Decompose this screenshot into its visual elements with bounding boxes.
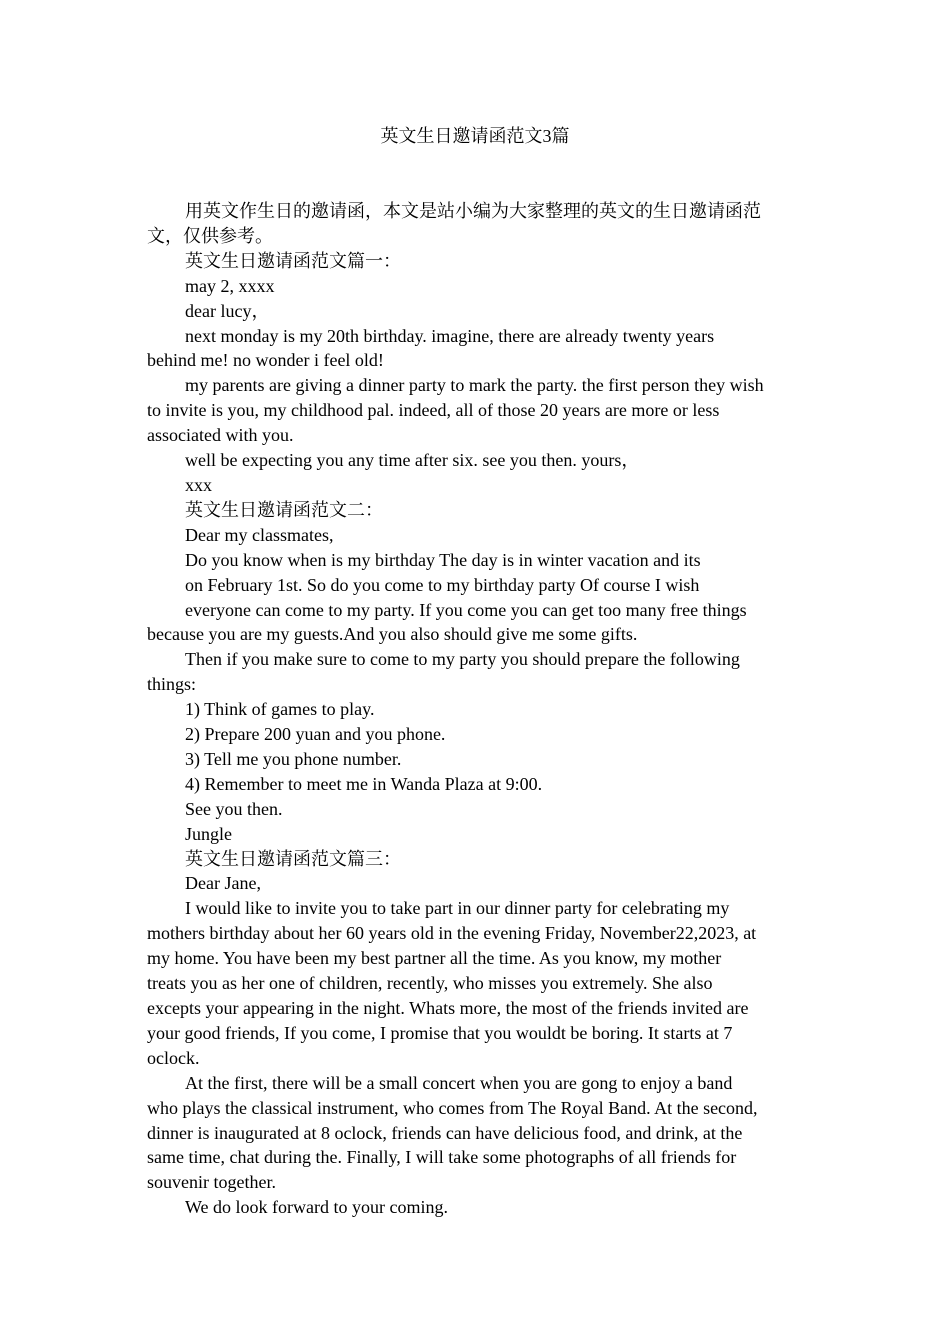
- paragraph-line: my home. You have been my best partner all the time. As you know, my mother: [147, 948, 722, 969]
- letter-signature: xxx: [185, 474, 212, 495]
- section-heading: 英文生日邀请函范文二：: [185, 499, 383, 520]
- paragraph-line: your good friends, If you come, I promise that you wouldt be boring. It starts at 7: [147, 1022, 733, 1043]
- paragraph-line: I would like to invite you to take part in our dinner party for celebrating my: [185, 898, 730, 919]
- paragraph-line: on February 1st. So do you come to my birthday party Of course I wish: [185, 574, 700, 595]
- intro-paragraph: [147, 199, 804, 249]
- paragraph-line: excepts your appearing in the night. Whats more, the most of the friends invited are: [147, 998, 749, 1018]
- list-item: 4) Remember to meet me in Wanda Plaza at 9:00.: [185, 773, 543, 794]
- letter-greeting: Dear my classmates,: [185, 524, 334, 545]
- letter-paragraph: We do look forward to your coming.: [185, 1197, 448, 1218]
- section-heading: 英文生日邀请函范文篇一：: [185, 250, 401, 271]
- paragraph-line: behind me! no wonder i feel old!: [147, 350, 384, 371]
- paragraph-line: treats you as her one of children, recently, who misses you extremely. She also: [147, 973, 713, 994]
- document-body: [147, 199, 804, 1220]
- paragraph-line: associated with you.: [147, 425, 294, 446]
- paragraph-line: Do you know when is my birthday The day is in winter vacation and its: [185, 549, 701, 570]
- paragraph-line: my parents are giving a dinner party to mark the party. the first person they wish: [185, 375, 764, 396]
- letter-paragraph: [147, 896, 804, 1070]
- paragraph-line: things:: [147, 674, 197, 695]
- paragraph-line: next monday is my 20th birthday. imagine, there are already twenty years: [185, 325, 715, 346]
- paragraph-line: same time, chat during the. Finally, I will take some photographs of all friends for: [147, 1147, 737, 1168]
- letter-paragraph: [147, 324, 804, 374]
- letter-closing: See you then.: [185, 798, 283, 819]
- letter-paragraph: [147, 647, 804, 697]
- paragraph-line: Then if you make sure to come to my party you should prepare the following: [185, 649, 740, 670]
- list-item: 2) Prepare 200 yuan and you phone.: [185, 724, 446, 745]
- letter-paragraph: well be expecting you any time after six. see you then. yours，: [185, 450, 640, 471]
- paragraph-line: because you are my guests.And you also should give me some gifts.: [147, 624, 638, 645]
- paragraph-line: who plays the classical instrument, who comes from The Royal Band. At the second,: [147, 1097, 758, 1118]
- paragraph-line: souvenir together.: [147, 1172, 276, 1193]
- list-item: 1) Think of games to play.: [185, 699, 375, 720]
- list-item: 3) Tell me you phone number.: [185, 748, 402, 769]
- intro-line: 文，仅供参考。: [147, 225, 273, 246]
- letter-paragraph: [147, 548, 804, 648]
- paragraph-line: oclock.: [147, 1047, 200, 1068]
- paragraph-line: dinner is inaugurated at 8 oclock, friends can have delicious food, and drink, at the: [147, 1122, 743, 1143]
- paragraph-line: At the first, there will be a small concert when you are gong to enjoy a band: [185, 1072, 733, 1093]
- letter-paragraph: [147, 373, 804, 448]
- paragraph-line: everyone can come to my party. If you come you can get too many free things: [185, 599, 747, 620]
- intro-line: 用英文作生日的邀请函，本文是站小编为大家整理的英文的生日邀请函范: [185, 201, 761, 221]
- letter-signature: Jungle: [185, 823, 232, 844]
- letter-greeting: Dear Jane,: [185, 873, 261, 894]
- section-heading: 英文生日邀请函范文篇三：: [185, 848, 401, 869]
- paragraph-line: mothers birthday about her 60 years old in the evening Friday, November22,2023, at: [147, 923, 757, 944]
- letter-paragraph: [147, 1071, 804, 1196]
- letter-greeting: dear lucy，: [185, 300, 270, 321]
- letter-date: may 2, xxxx: [185, 275, 275, 296]
- document-title: 英文生日邀请函范文3篇: [380, 126, 570, 146]
- paragraph-line: to invite is you, my childhood pal. indeed, all of those 20 years are more or less: [147, 400, 720, 421]
